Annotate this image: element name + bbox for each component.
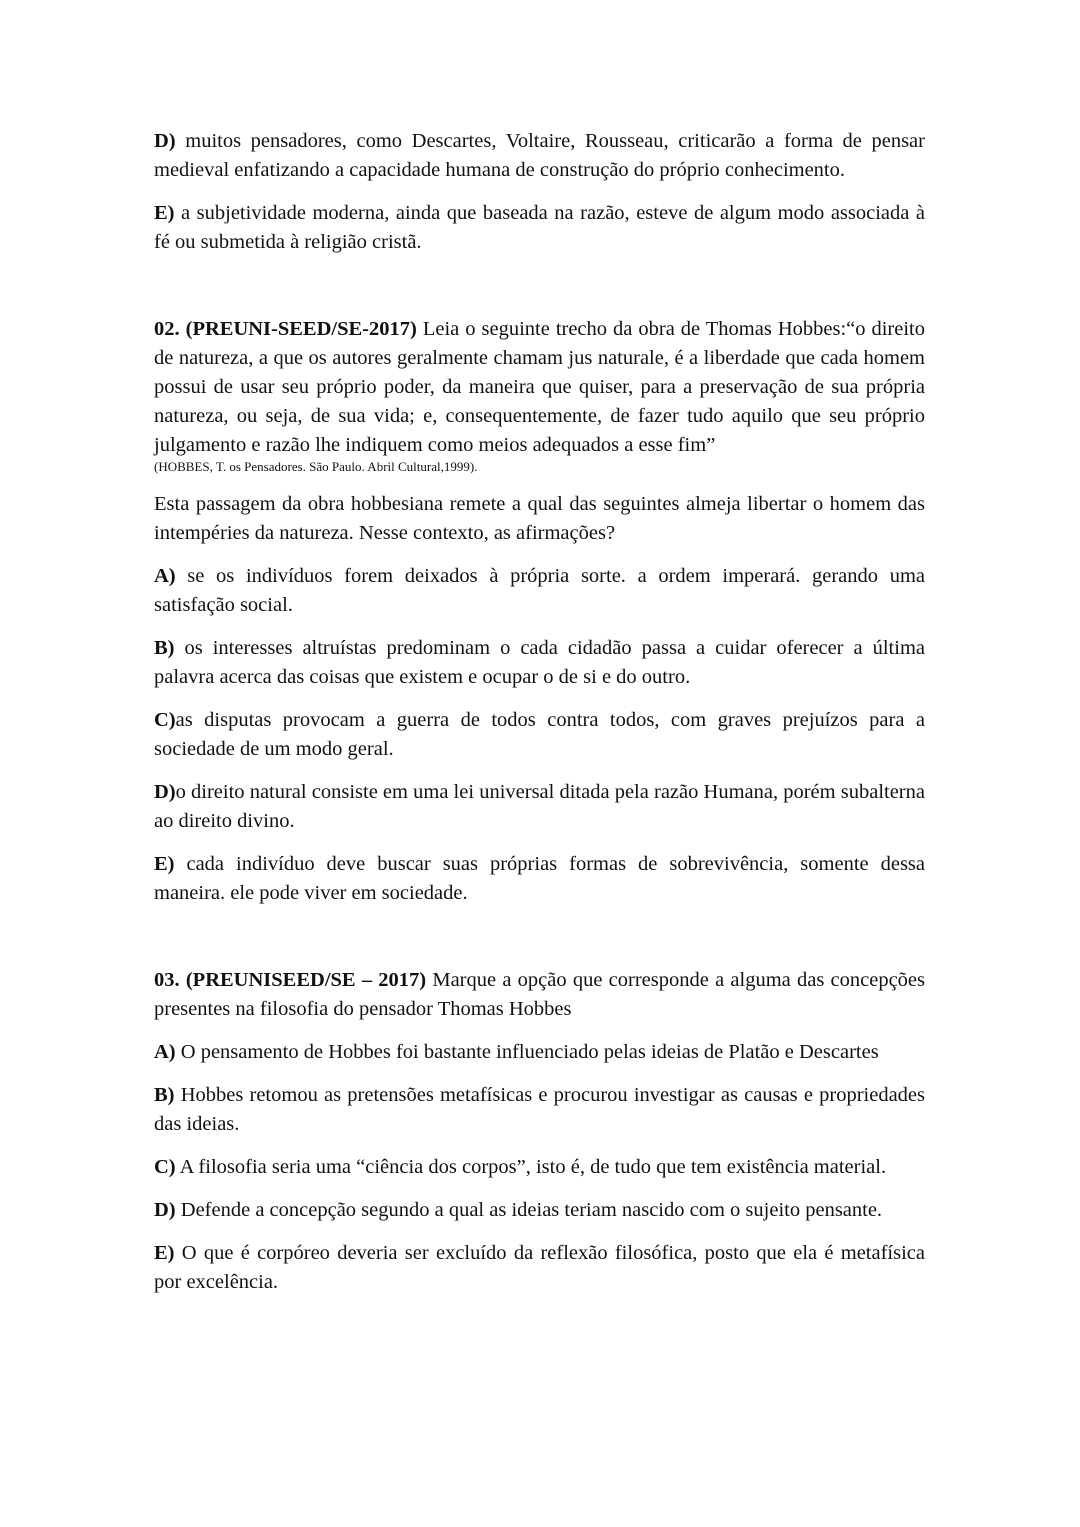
q3-option-d [154, 1196, 925, 1225]
q3-statement [154, 966, 925, 1024]
q2-option-a [154, 562, 925, 620]
option-letter: D) [154, 781, 176, 803]
option-text: se os indivíduos forem deixados à própria sorte. a ordem imperará. gerando uma satisfação social. [154, 565, 925, 616]
q3-option-c [154, 1153, 925, 1182]
option-letter: E) [154, 853, 175, 875]
option-text: cada indivíduo deve buscar suas próprias formas de sobrevivência, somente dessa maneira. ele pode viver em sociedade. [154, 853, 925, 904]
option-letter: C) [154, 709, 176, 731]
option-text: a subjetividade moderna, ainda que baseada na razão, esteve de algum modo associada à fé ou submetida à religião cristã. [154, 202, 925, 253]
q2-option-d [154, 778, 925, 836]
option-letter: E) [154, 1242, 175, 1264]
option-letter: A) [154, 565, 176, 587]
q3-option-a [154, 1038, 925, 1067]
option-text: O pensamento de Hobbes foi bastante influenciado pelas ideias de Platão e Descartes [175, 1041, 879, 1063]
option-letter: B) [154, 637, 175, 659]
option-text: muitos pensadores, como Descartes, Voltaire, Rousseau, criticarão a forma de pensar medieval enfatizando a capacidade humana de construção do próprio conhecimento. [154, 130, 925, 181]
q1-option-d [154, 127, 925, 185]
option-text: os interesses altruístas predominam o cada cidadão passa a cuidar oferecer a última palavra acerca das coisas que existem e ocupar o de si e do outro. [154, 637, 925, 688]
option-letter: D) [154, 1199, 176, 1221]
option-text: o direito natural consiste em uma lei universal ditada pela razão Humana, porém subalterna ao direito divino. [154, 781, 925, 832]
option-letter: E) [154, 202, 175, 224]
question-intro: Leia o seguinte trecho da obra de Thomas Hobbes:“o direito de natureza, a que os autores geralmente chamam jus naturale, é a liberdade que cada homem possui de usar seu próprio poder, da maneira que quiser, para a preservação de sua própria natureza, ou seja, de sua vida; e, consequentemente, de fazer tudo aquilo que seu próprio julgamento e razão lhe indiquem como meios adequados a esse fim” [154, 318, 926, 456]
q2-statement [154, 315, 925, 476]
option-text: Defende a concepção segundo a qual as ideias teriam nascido com o sujeito pensante. [175, 1199, 883, 1221]
q2-option-e [154, 850, 925, 908]
option-letter: A) [154, 1041, 176, 1063]
q1-option-e [154, 199, 925, 257]
option-text: Hobbes retomou as pretensões metafísicas e procurou investigar as causas e propriedades das ideias. [154, 1084, 925, 1135]
q2-option-b [154, 634, 925, 692]
option-letter: C) [154, 1156, 176, 1178]
citation: (HOBBES, T. os Pensadores. São Paulo. Abril Cultural,1999). [154, 459, 478, 474]
option-text: as disputas provocam a guerra de todos contra todos, com graves prejuízos para a sociedade de um modo geral. [154, 709, 925, 760]
question-number: 02. (PREUNI-SEED/SE-2017) [154, 318, 417, 340]
option-letter: D) [154, 130, 176, 152]
q3-option-e [154, 1239, 925, 1297]
option-letter: B) [154, 1084, 175, 1106]
option-text: O que é corpóreo deveria ser excluído da reflexão filosófica, posto que ela é metafísica por excelência. [154, 1242, 925, 1293]
q2-option-c [154, 706, 925, 764]
document-page [154, 127, 925, 1297]
question-intro: Marque a opção que corresponde a alguma das concepções presentes na filosofia do pensador Thomas Hobbes [154, 969, 925, 1020]
q2-question: Esta passagem da obra hobbesiana remete a qual das seguintes almeja libertar o homem das intempéries da natureza. Nesse contexto, as afirmações? [154, 493, 925, 544]
option-text: A filosofia seria uma “ciência dos corpos”, isto é, de tudo que tem existência material. [175, 1156, 887, 1178]
q3-option-b [154, 1081, 925, 1139]
question-number: 03. (PREUNISEED/SE – 2017) [154, 969, 427, 991]
